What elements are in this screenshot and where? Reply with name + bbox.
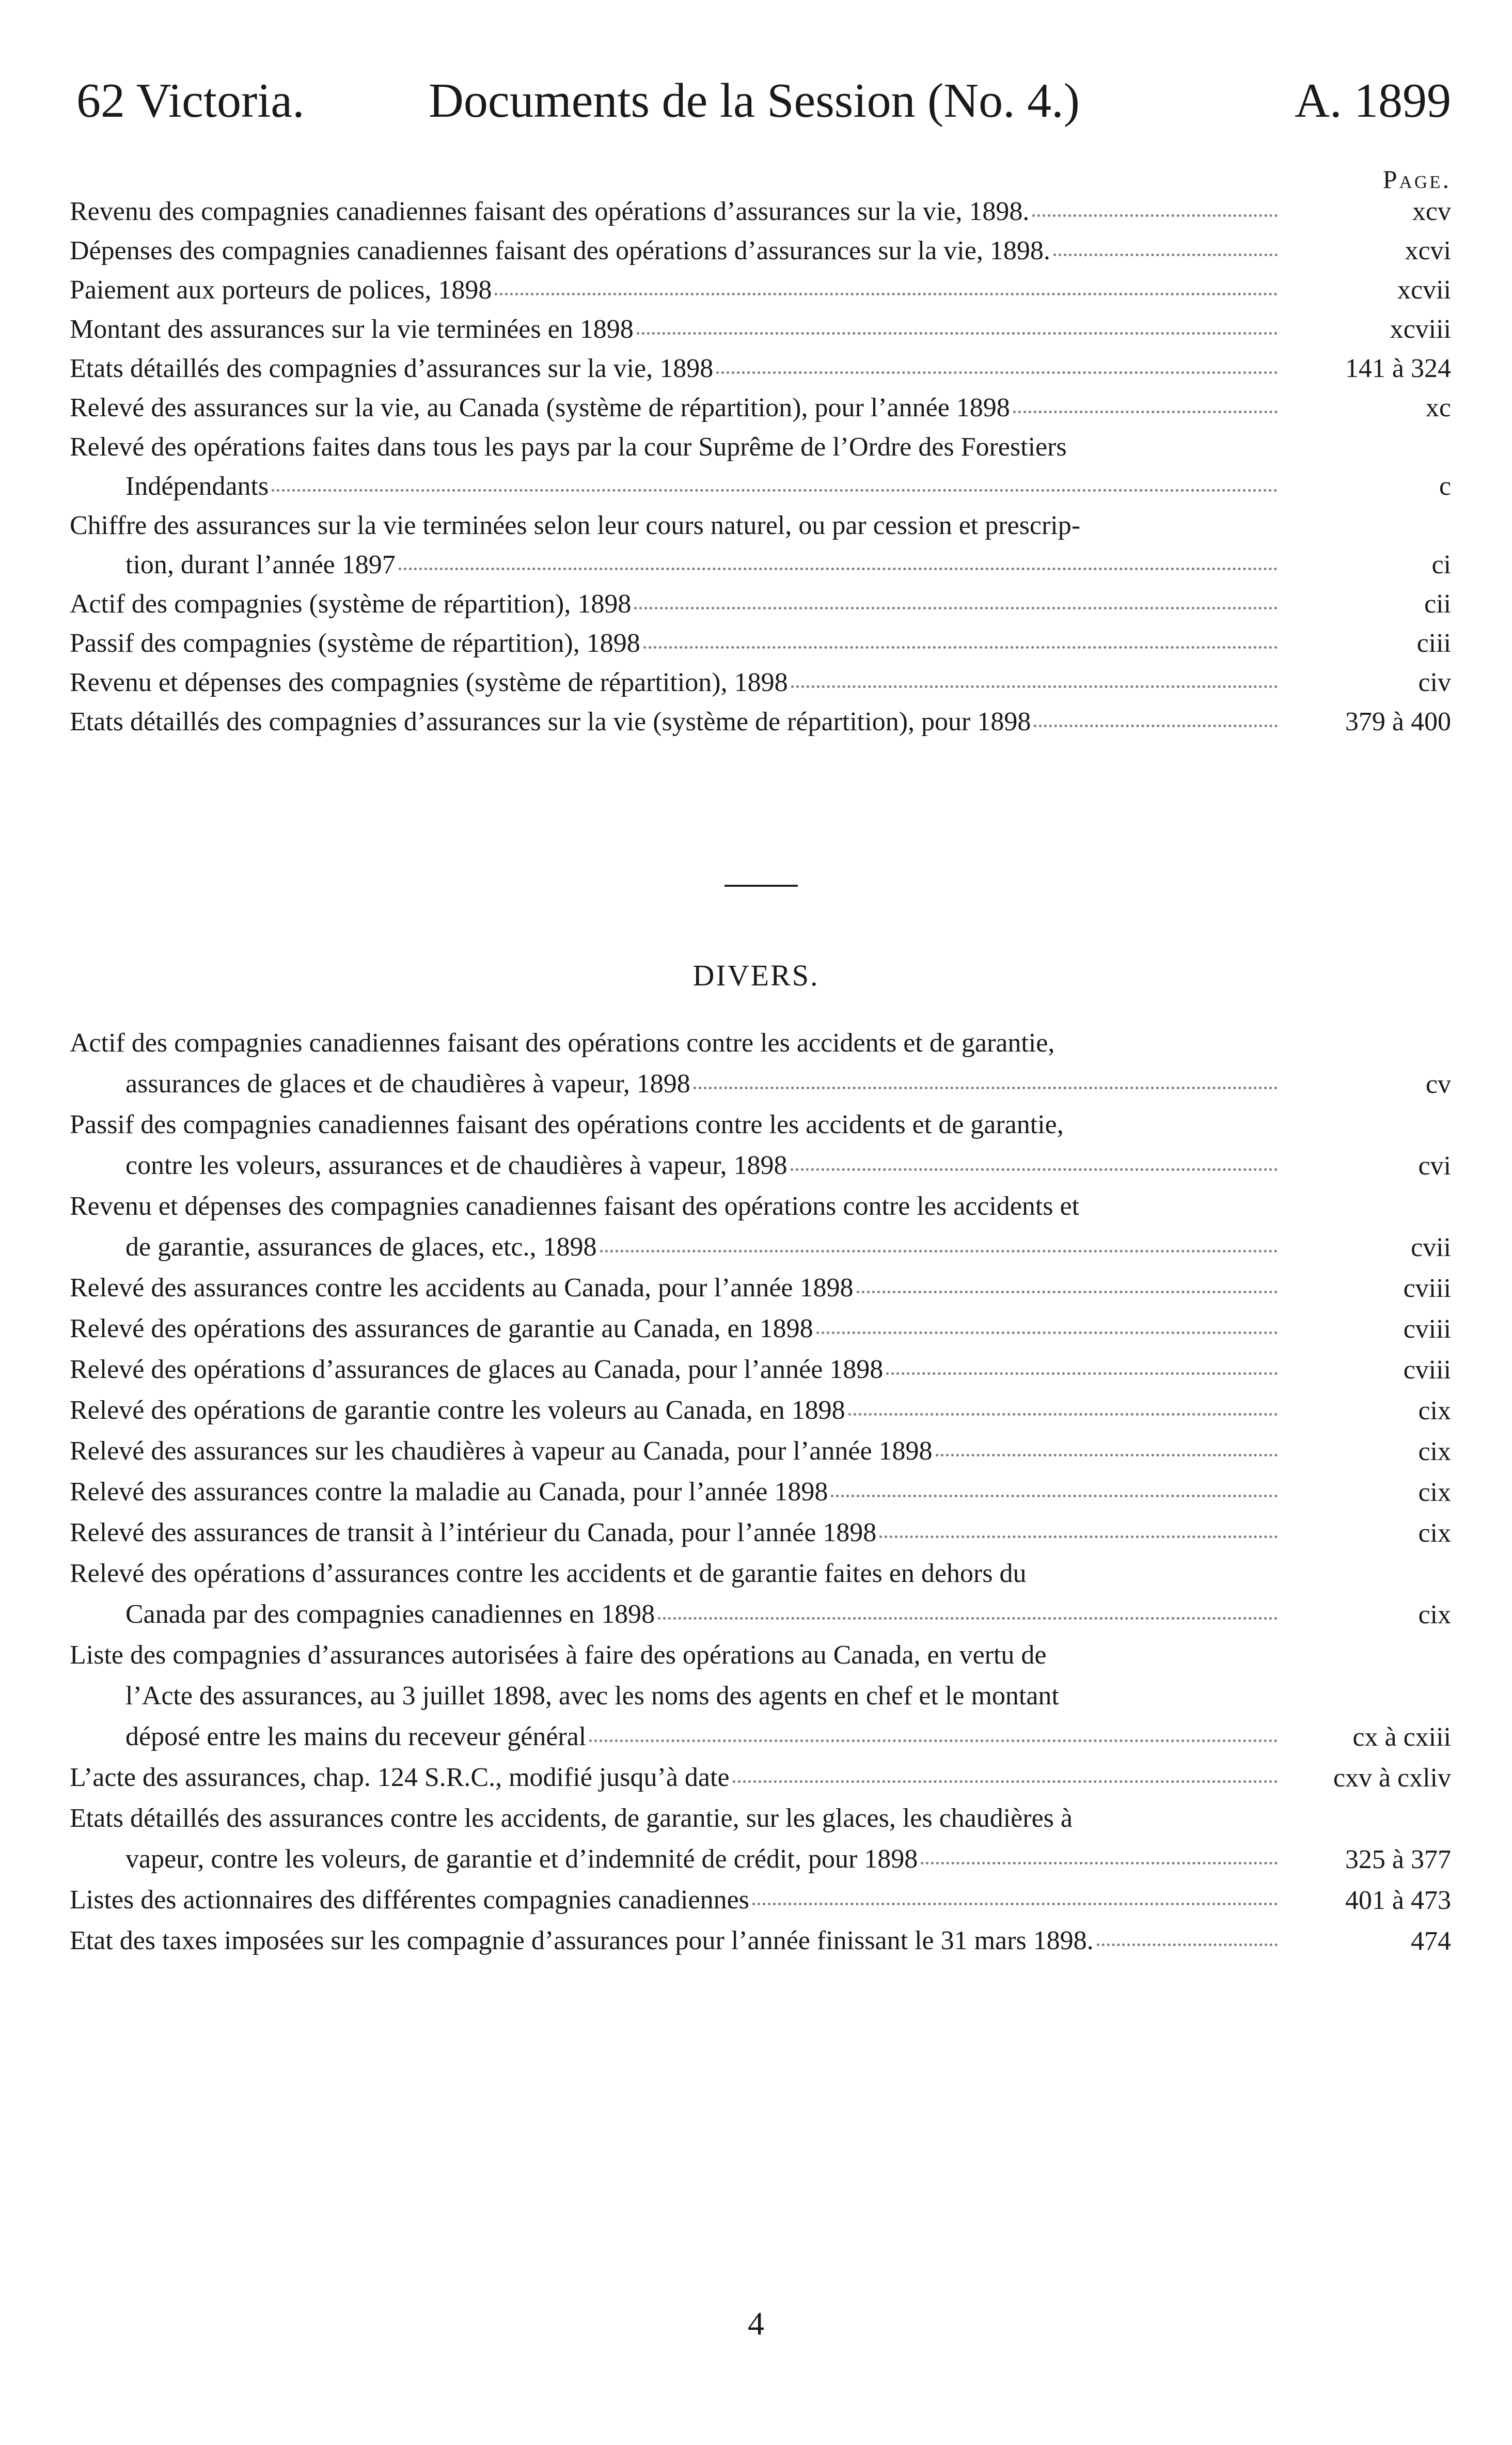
toc-entry-text: Relevé des opérations d’assurances contre les accidents et de garantie faites en dehors du [70, 1559, 1027, 1588]
toc-entry-page: xcviii [1390, 315, 1451, 344]
toc-entry-page: cvii [1411, 1233, 1451, 1262]
toc-entry-line [70, 310, 1281, 349]
dot-leader [272, 489, 1278, 492]
toc-entry-page: 401 à 473 [1345, 1886, 1451, 1915]
toc-entry [70, 1512, 1451, 1553]
dot-leader [791, 1168, 1278, 1171]
toc-entry-line [70, 585, 1281, 624]
toc-entry-line [70, 1594, 1281, 1635]
header-year: A. 1899 [1295, 74, 1451, 128]
toc-entry-line [70, 1879, 1281, 1920]
dot-leader [1097, 1944, 1278, 1946]
dot-leader [733, 1780, 1278, 1783]
toc-entry [70, 231, 1451, 271]
toc-entry [70, 585, 1451, 624]
dot-leader [936, 1454, 1278, 1456]
toc-entry-page: cvi [1418, 1151, 1451, 1181]
toc-entry [70, 1267, 1451, 1308]
toc-entry [70, 1635, 1451, 1757]
toc-entry-text: Etats détaillés des compagnies d’assurances sur la vie (système de répartition), pour 1898 [70, 707, 1031, 736]
toc-entry-text: Actif des compagnies (système de répartition), 1898 [70, 589, 632, 619]
toc-entry-page: cviii [1403, 1314, 1451, 1344]
toc-entry-line [70, 1675, 1281, 1716]
toc-entry-line [70, 388, 1281, 428]
toc-entry-text: de garantie, assurances de glaces, etc., 1898 [125, 1232, 597, 1262]
dot-leader [600, 1250, 1278, 1252]
toc-entry-line [70, 1349, 1281, 1390]
section-heading-divers: DIVERS. [692, 959, 820, 992]
toc-entry [70, 349, 1451, 388]
section-divider [724, 885, 798, 887]
toc-entry [70, 1431, 1451, 1471]
toc-entry-page: cix [1418, 1600, 1451, 1629]
dot-leader [816, 1331, 1278, 1334]
toc-entry-text: Relevé des assurances contre les accidents au Canada, pour l’année 1898 [70, 1273, 854, 1303]
toc-entry-page: cix [1418, 1478, 1451, 1507]
page-number: 4 [748, 2305, 764, 2342]
header-title: Documents de la Session (No. 4.) [429, 74, 1080, 128]
toc-entry [70, 192, 1451, 231]
dot-leader [831, 1495, 1278, 1497]
dot-leader [886, 1372, 1278, 1375]
page-column-label: Page. [1382, 165, 1451, 194]
dot-leader [637, 332, 1278, 335]
dot-leader [694, 1087, 1278, 1089]
toc-entry [70, 1186, 1451, 1267]
toc-entry-line [70, 271, 1281, 310]
dot-leader [921, 1862, 1278, 1864]
toc-entry-page: xcvi [1405, 236, 1451, 265]
toc-entry-text: Liste des compagnies d’assurances autorisées à faire des opérations au Canada, en vertu de [70, 1640, 1047, 1670]
toc-entry [70, 1471, 1451, 1512]
toc-entry-text: contre les voleurs, assurances et de chaudières à vapeur, 1898 [125, 1151, 788, 1180]
toc-entry-page: ciii [1416, 629, 1451, 658]
toc-entry-page: cix [1418, 1437, 1451, 1466]
dot-leader [495, 293, 1278, 295]
toc-entry-page: ci [1431, 550, 1451, 579]
toc-entry-page: civ [1418, 668, 1451, 697]
toc-entry-line [70, 1145, 1281, 1186]
dot-leader [879, 1535, 1278, 1538]
toc-entry-line [70, 663, 1281, 702]
dot-leader [589, 1739, 1278, 1742]
toc-entry [70, 271, 1451, 310]
toc-entry-page: cxv à cxliv [1333, 1763, 1451, 1793]
toc-entry-page: 379 à 400 [1345, 707, 1451, 736]
toc-entry-line [70, 1757, 1281, 1798]
running-header [0, 67, 1512, 145]
toc-entry [70, 1023, 1451, 1104]
dot-leader [643, 646, 1278, 649]
toc-entry [70, 702, 1451, 742]
toc-entry-line [70, 1104, 1281, 1145]
toc-entry-text: Relevé des opérations d’assurances de glaces au Canada, pour l’année 1898 [70, 1355, 884, 1384]
toc-entry-page: cx à cxiii [1352, 1722, 1451, 1752]
toc-entry [70, 388, 1451, 428]
toc-entry-text: Relevé des assurances contre la maladie au Canada, pour l’année 1898 [70, 1477, 828, 1507]
toc-entry-text: Revenu et dépenses des compagnies canadiennes faisant des opérations contre les accidents et [70, 1192, 1080, 1221]
toc-entry-line [70, 624, 1281, 663]
toc-entry [70, 310, 1451, 349]
toc-entry-line [70, 1839, 1281, 1879]
toc-entry-text: Chiffre des assurances sur la vie terminées selon leur cours naturel, ou par cession et prescrip- [70, 511, 1081, 540]
toc-entry-text: vapeur, contre les voleurs, de garantie et d’indemnité de crédit, pour 1898 [125, 1844, 918, 1874]
toc-entry-page: cviii [1403, 1355, 1451, 1385]
toc-entry-line [70, 1471, 1281, 1512]
toc-entry-line [70, 1308, 1281, 1349]
toc-entry-page: xc [1425, 393, 1451, 422]
toc-entry-line [70, 1063, 1281, 1104]
toc-entry-page: cii [1424, 589, 1451, 619]
toc-entry [70, 1798, 1451, 1879]
toc-entry-text: Revenu et dépenses des compagnies (système de répartition), 1898 [70, 668, 788, 697]
toc-entry-line [70, 1512, 1281, 1553]
toc-entry-text: tion, durant l’année 1897 [125, 550, 396, 579]
toc-entry-text: Revenu des compagnies canadiennes faisant des opérations d’assurances sur la vie, 1898. [70, 197, 1030, 226]
divers-entries [70, 1023, 1451, 1961]
toc-entry-page: 141 à 324 [1345, 354, 1451, 383]
toc-entry-text: L’acte des assurances, chap. 124 S.R.C., modifié jusqu’à date [70, 1763, 730, 1792]
toc-entry-text: l’Acte des assurances, au 3 juillet 1898, avec les noms des agents en chef et le montant [125, 1681, 1059, 1711]
toc-entry-text: Etats détaillés des assurances contre les accidents, de garantie, sur les glaces, les chaudières à [70, 1804, 1073, 1833]
dot-leader [857, 1291, 1278, 1293]
toc-entry-line [70, 1920, 1281, 1961]
dot-leader [791, 685, 1278, 688]
toc-entry [70, 428, 1451, 506]
dot-leader [1032, 214, 1278, 217]
toc-entry-line [70, 428, 1281, 467]
toc-entry-line [70, 1023, 1281, 1063]
toc-entry [70, 1349, 1451, 1390]
dot-leader [634, 607, 1278, 609]
dot-leader [658, 1617, 1278, 1620]
toc-entry-page: 474 [1411, 1926, 1451, 1956]
toc-entry-text: Relevé des opérations faites dans tous les pays par la cour Suprême de l’Ordre des Forestiers [70, 432, 1067, 462]
toc-entry-line [70, 192, 1281, 231]
toc-entry-text: Montant des assurances sur la vie terminées en 1898 [70, 315, 634, 344]
life-insurance-entries [70, 192, 1451, 742]
toc-entry-line [70, 467, 1281, 506]
toc-entry-text: Relevé des opérations de garantie contre les voleurs au Canada, en 1898 [70, 1396, 845, 1425]
toc-entry-line [70, 1390, 1281, 1431]
toc-entry-line [70, 1186, 1281, 1227]
toc-entry-line [70, 1553, 1281, 1594]
toc-entry [70, 624, 1451, 663]
toc-entry-text: Passif des compagnies canadiennes faisant des opérations contre les accidents et de garantie, [70, 1110, 1064, 1139]
toc-entry-page: cviii [1403, 1274, 1451, 1303]
toc-entry-text: Relevé des assurances sur les chaudières à vapeur au Canada, pour l’année 1898 [70, 1436, 933, 1466]
toc-entry-page: cix [1418, 1518, 1451, 1548]
toc-entry [70, 1920, 1451, 1961]
toc-entry-text: assurances de glaces et de chaudières à vapeur, 1898 [125, 1069, 690, 1099]
toc-entry-text: Dépenses des compagnies canadiennes faisant des opérations d’assurances sur la vie, 1898. [70, 236, 1050, 265]
toc-entry [70, 1553, 1451, 1635]
toc-entry-page: 325 à 377 [1345, 1845, 1451, 1874]
toc-entry-line [70, 1798, 1281, 1839]
toc-entry-text: Indépendants [125, 472, 269, 501]
toc-entry-line [70, 1267, 1281, 1308]
toc-entry [70, 1757, 1451, 1798]
toc-entry-page: xcv [1412, 197, 1451, 226]
dot-leader [399, 568, 1278, 570]
toc-entry-text: Relevé des opérations des assurances de garantie au Canada, en 1898 [70, 1314, 813, 1343]
dot-leader [848, 1413, 1278, 1416]
toc-entry-text: Etats détaillés des compagnies d’assurances sur la vie, 1898 [70, 354, 714, 383]
toc-entry-text: Paiement aux porteurs de polices, 1898 [70, 275, 492, 305]
dot-leader [1053, 254, 1278, 256]
dot-leader [1013, 411, 1278, 413]
toc-entry-text: Relevé des assurances de transit à l’intérieur du Canada, pour l’année 1898 [70, 1518, 877, 1547]
toc-entry-page: cv [1425, 1070, 1451, 1099]
toc-entry-line [70, 545, 1281, 585]
toc-entry [70, 1104, 1451, 1186]
toc-entry-page: cix [1418, 1396, 1451, 1425]
toc-entry-line [70, 1635, 1281, 1675]
toc-entry [70, 506, 1451, 585]
toc-entry-text: Etat des taxes imposées sur les compagnie d’assurances pour l’année finissant le 31 mars 1898. [70, 1926, 1094, 1955]
toc-entry-line [70, 1716, 1281, 1757]
toc-entry [70, 1879, 1451, 1920]
toc-entry-text: Actif des compagnies canadiennes faisant des opérations contre les accidents et de garantie, [70, 1028, 1055, 1058]
dot-leader [752, 1903, 1278, 1905]
toc-entry-line [70, 702, 1281, 742]
toc-entry [70, 663, 1451, 702]
toc-entry-page: xcvii [1397, 275, 1451, 305]
toc-entry-line [70, 1227, 1281, 1267]
toc-entry-line [70, 349, 1281, 388]
toc-entry-text: Listes des actionnaires des différentes compagnies canadiennes [70, 1885, 749, 1915]
toc-entry-page: c [1439, 472, 1451, 501]
dot-leader [716, 371, 1278, 374]
dot-leader [1034, 725, 1278, 727]
toc-entry-text: Relevé des assurances sur la vie, au Canada (système de répartition), pour l’année 1898 [70, 393, 1010, 422]
toc-entry [70, 1308, 1451, 1349]
toc-entry-line [70, 506, 1281, 545]
toc-entry-text: Passif des compagnies (système de répartition), 1898 [70, 629, 640, 658]
toc-entry-text: Canada par des compagnies canadiennes en 1898 [125, 1600, 655, 1629]
toc-entry-text: déposé entre les mains du receveur général [125, 1722, 587, 1751]
toc-entry-line [70, 231, 1281, 271]
toc-entry [70, 1390, 1451, 1431]
toc-entry-line [70, 1431, 1281, 1471]
header-session-label: 62 Victoria. [76, 74, 305, 128]
